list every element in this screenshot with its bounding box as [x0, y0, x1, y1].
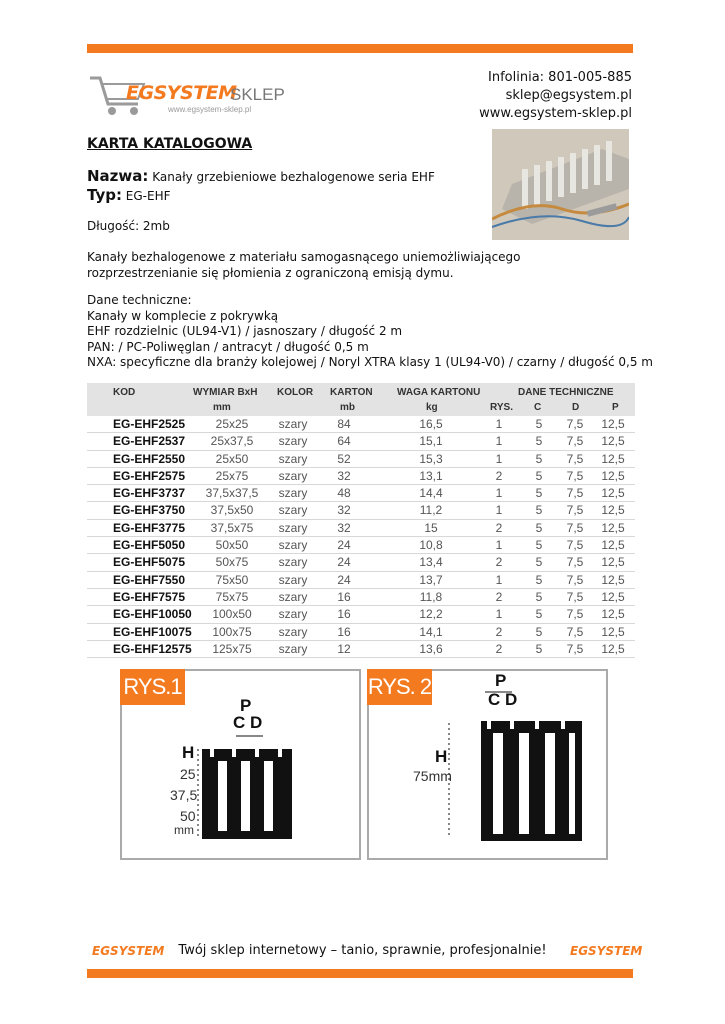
table-row — [87, 572, 635, 589]
tech-line: Kanały w komplecie z pokrywką — [87, 308, 279, 323]
cell-waga: 15,3 — [419, 451, 443, 466]
contact-block — [479, 69, 632, 123]
cell-kolor: szary — [278, 538, 308, 553]
table-row — [87, 451, 635, 468]
cell-karton: 12 — [337, 641, 351, 656]
cell-p: 12,5 — [601, 451, 625, 466]
rys2-p: P — [495, 671, 507, 690]
cell-d: 7,5 — [566, 434, 584, 449]
email-link[interactable]: sklep@egsystem.pl — [505, 88, 632, 103]
col-waga-unit: kg — [426, 402, 438, 413]
cell-rys: 2 — [495, 520, 503, 535]
cell-kolor: szary — [278, 555, 308, 570]
cell-d: 7,5 — [566, 641, 584, 656]
cell-kolor: szary — [278, 607, 308, 622]
cell-c: 5 — [535, 624, 543, 639]
cell-d: 7,5 — [566, 468, 584, 483]
cell-kod: EG-EHF10075 — [113, 624, 192, 639]
table-row — [87, 641, 635, 658]
cell-rys: 2 — [495, 624, 503, 639]
cell-waga: 16,5 — [419, 417, 443, 431]
product-type — [87, 186, 171, 204]
cell-wymiar: 37,5x75 — [210, 520, 254, 535]
rys2-h: H — [435, 747, 448, 766]
cell-kod: EG-EHF3737 — [113, 486, 186, 501]
cell-waga: 15 — [424, 520, 438, 535]
cell-p: 12,5 — [601, 520, 625, 535]
cell-kolor: szary — [278, 589, 308, 604]
cell-kod: EG-EHF10050 — [113, 607, 192, 622]
drawing-rys2 — [367, 669, 608, 860]
bottom-orange-bar — [87, 969, 633, 978]
cell-c: 5 — [535, 468, 543, 483]
cell-kolor: szary — [278, 641, 308, 656]
cell-wymiar: 75x50 — [215, 572, 249, 587]
cell-p: 12,5 — [601, 538, 625, 553]
cell-karton: 84 — [337, 417, 351, 431]
cell-karton: 48 — [337, 486, 351, 501]
table-row — [87, 485, 635, 502]
cell-waga: 13,6 — [419, 641, 443, 656]
cell-kod: EG-EHF7550 — [113, 572, 186, 587]
cell-kolor: szary — [278, 486, 308, 501]
cell-kod: EG-EHF5075 — [113, 555, 186, 570]
cell-kolor: szary — [278, 434, 308, 449]
cell-karton: 32 — [337, 503, 351, 518]
cell-rys: 1 — [495, 572, 503, 587]
table-header — [87, 383, 635, 416]
tech-title: Dane techniczne: — [87, 293, 192, 307]
cell-rys: 2 — [495, 555, 503, 570]
tech-line: EHF rozdzielnic (UL94-V1) / jasnoszary / długość 2 m — [87, 324, 403, 338]
cell-c: 5 — [535, 641, 543, 656]
cell-kod: EG-EHF3750 — [113, 503, 186, 518]
cell-p: 12,5 — [601, 555, 625, 570]
cell-karton: 32 — [337, 468, 351, 483]
cell-waga: 13,4 — [419, 555, 443, 570]
col-kod: KOD — [113, 387, 136, 398]
egsystem-logo[interactable] — [88, 72, 288, 122]
cell-p: 12,5 — [601, 641, 625, 656]
cell-rys: 1 — [495, 434, 503, 449]
cell-p: 12,5 — [601, 417, 625, 431]
col-d: D — [572, 402, 580, 413]
cell-d: 7,5 — [566, 555, 584, 570]
cell-rys: 1 — [495, 607, 503, 622]
table-row — [87, 502, 635, 519]
cell-wymiar: 25x25 — [215, 417, 249, 431]
cell-p: 12,5 — [601, 503, 625, 518]
col-wymiar-unit: mm — [213, 402, 231, 413]
cell-rys: 1 — [495, 417, 503, 431]
cell-d: 7,5 — [566, 572, 584, 587]
rys2-label: RYS. 2 — [367, 669, 432, 705]
rys2-h-value: 75mm — [413, 768, 452, 784]
product-description: Kanały bezhalogenowe z materiału samogasnącego uniemożliwiającego rozprzestrzenianie się płomienia z ograniczoną emisją dymu. — [87, 250, 521, 280]
cell-kolor: szary — [278, 572, 308, 587]
cell-kolor: szary — [278, 468, 308, 483]
logo-url: www.egsystem-sklep.pl — [168, 105, 252, 114]
rys1-cd: C D — [233, 713, 263, 732]
nazwa-label: Nazwa: — [87, 167, 149, 185]
table-row — [87, 520, 635, 537]
cell-p: 12,5 — [601, 434, 625, 449]
cell-d: 7,5 — [566, 503, 584, 518]
cell-c: 5 — [535, 434, 543, 449]
tech-line: NXA: specyficzne dla branży kolejowej / Noryl XTRA klasy 1 (UL94-V0) / czarny / długość 0,5 m — [87, 355, 653, 369]
product-photo — [492, 129, 629, 240]
cell-waga: 13,7 — [419, 572, 443, 587]
cell-p: 12,5 — [601, 607, 625, 622]
cell-waga: 15,1 — [419, 434, 443, 449]
rys1-unit: mm — [174, 823, 194, 837]
rys1-h-50: 50 — [180, 808, 196, 824]
cell-d: 7,5 — [566, 520, 584, 535]
cell-d: 7,5 — [566, 624, 584, 639]
tech-line: PAN: / PC-Poliwęglan / antracyt / długość 0,5 m — [87, 339, 369, 354]
cell-wymiar: 25x50 — [215, 451, 249, 466]
rys1-h: H — [182, 743, 195, 762]
cell-karton: 24 — [337, 538, 351, 553]
cell-wymiar: 100x50 — [212, 607, 252, 622]
cell-rys: 1 — [495, 486, 503, 501]
cell-c: 5 — [535, 555, 543, 570]
cell-c: 5 — [535, 503, 543, 518]
cell-kod: EG-EHF2575 — [113, 468, 186, 483]
cell-kod: EG-EHF12575 — [113, 641, 192, 656]
footer-logo-right: EGSYSTEM — [570, 944, 643, 958]
cell-c: 5 — [535, 607, 543, 622]
table-row — [87, 554, 635, 571]
cell-karton: 16 — [337, 607, 351, 622]
cell-rys: 2 — [495, 468, 503, 483]
cell-waga: 14,1 — [419, 624, 443, 639]
footer-logo-left: EGSYSTEM — [92, 944, 165, 958]
cell-wymiar: 25x75 — [215, 468, 249, 483]
cell-p: 12,5 — [601, 486, 625, 501]
cell-wymiar: 50x50 — [215, 538, 249, 553]
col-karton: KARTON — [330, 387, 373, 398]
cell-kolor: szary — [278, 451, 308, 466]
table-body — [87, 416, 635, 658]
nazwa-value: Kanały grzebieniowe bezhalogenowe seria EHF — [152, 170, 435, 184]
cell-wymiar: 100x75 — [212, 624, 252, 639]
cell-wymiar: 50x75 — [215, 555, 249, 570]
cell-d: 7,5 — [566, 486, 584, 501]
cell-karton: 24 — [337, 555, 351, 570]
cell-karton: 64 — [337, 434, 351, 449]
cell-kolor: szary — [278, 503, 308, 518]
col-wymiar: WYMIAR BxH — [193, 387, 258, 398]
cell-rys: 1 — [495, 538, 503, 553]
cell-kod: EG-EHF7575 — [113, 589, 186, 604]
cell-c: 5 — [535, 520, 543, 535]
col-waga: WAGA KARTONU — [397, 387, 481, 398]
typ-label: Typ: — [87, 186, 122, 204]
table-row — [87, 606, 635, 623]
cell-karton: 24 — [337, 572, 351, 587]
rys1-h-37: 37,5 — [170, 787, 198, 803]
cell-c: 5 — [535, 417, 543, 431]
cell-waga: 12,2 — [419, 607, 443, 622]
cell-wymiar: 37,5x50 — [210, 503, 254, 518]
cell-karton: 16 — [337, 624, 351, 639]
cell-d: 7,5 — [566, 417, 584, 431]
page-title: KARTA KATALOGOWA — [87, 136, 253, 152]
rys1-h-25: 25 — [180, 766, 196, 782]
cell-wymiar: 25x37,5 — [210, 434, 254, 449]
cell-kod: EG-EHF2550 — [113, 451, 186, 466]
logo-shop: SKLEP — [230, 85, 285, 104]
col-karton-unit: mb — [340, 402, 355, 413]
col-p: P — [612, 402, 619, 413]
product-name — [87, 167, 435, 185]
cell-d: 7,5 — [566, 451, 584, 466]
typ-value: EG-EHF — [125, 189, 171, 203]
cell-kolor: szary — [278, 520, 308, 535]
col-dane: DANE TECHNICZNE — [518, 387, 614, 398]
logo-brand: EGSYSTEM — [126, 82, 237, 104]
table-row — [87, 433, 635, 450]
cell-karton: 16 — [337, 589, 351, 604]
col-kolor: KOLOR — [277, 387, 314, 398]
rys1-p: P — [240, 696, 252, 715]
cell-d: 7,5 — [566, 538, 584, 553]
cell-c: 5 — [535, 538, 543, 553]
table-row — [87, 589, 635, 606]
cell-waga: 14,4 — [419, 486, 443, 501]
cell-kod: EG-EHF2537 — [113, 434, 186, 449]
rys2-cd: C D — [488, 690, 518, 709]
cell-karton: 52 — [337, 451, 351, 466]
top-orange-bar — [87, 44, 633, 53]
cell-d: 7,5 — [566, 607, 584, 622]
cell-waga: 13,1 — [419, 468, 443, 483]
cell-c: 5 — [535, 451, 543, 466]
col-rys: RYS. — [490, 402, 513, 413]
cell-kod: EG-EHF2525 — [113, 417, 186, 431]
cell-rys: 1 — [495, 503, 503, 518]
technical-data — [87, 293, 653, 371]
table-row — [87, 416, 635, 433]
cell-p: 12,5 — [601, 468, 625, 483]
table-row — [87, 468, 635, 485]
cell-wymiar: 125x75 — [212, 641, 252, 656]
cell-p: 12,5 — [601, 572, 625, 587]
cell-c: 5 — [535, 572, 543, 587]
cell-kod: EG-EHF5050 — [113, 538, 186, 553]
product-table — [87, 383, 635, 658]
product-length: Długość: 2mb — [87, 219, 170, 233]
cell-c: 5 — [535, 486, 543, 501]
cell-p: 12,5 — [601, 624, 625, 639]
rys1-label: RYS.1 — [120, 669, 185, 705]
cell-wymiar: 75x75 — [215, 589, 249, 604]
cell-waga: 11,2 — [419, 503, 443, 518]
cell-waga: 10,8 — [419, 538, 443, 553]
col-c: C — [534, 402, 542, 413]
cell-waga: 11,8 — [419, 589, 443, 604]
table-row — [87, 537, 635, 554]
cell-d: 7,5 — [566, 589, 584, 604]
cell-rys: 2 — [495, 641, 503, 656]
cell-p: 12,5 — [601, 589, 625, 604]
cell-kolor: szary — [278, 417, 308, 431]
cell-karton: 32 — [337, 520, 351, 535]
footer-slogan: Twój sklep internetowy – tanio, sprawnie, profesjonalnie! — [178, 943, 547, 958]
drawing-rys1 — [120, 669, 361, 860]
cell-rys: 2 — [495, 589, 503, 604]
table-row — [87, 624, 635, 641]
cell-rys: 1 — [495, 451, 503, 466]
infolinia: Infolinia: 801-005-885 — [488, 70, 632, 85]
website-link[interactable]: www.egsystem-sklep.pl — [479, 106, 632, 121]
cell-kod: EG-EHF3775 — [113, 520, 186, 535]
cell-wymiar: 37,5x37,5 — [205, 486, 259, 501]
cell-c: 5 — [535, 589, 543, 604]
cell-kolor: szary — [278, 624, 308, 639]
